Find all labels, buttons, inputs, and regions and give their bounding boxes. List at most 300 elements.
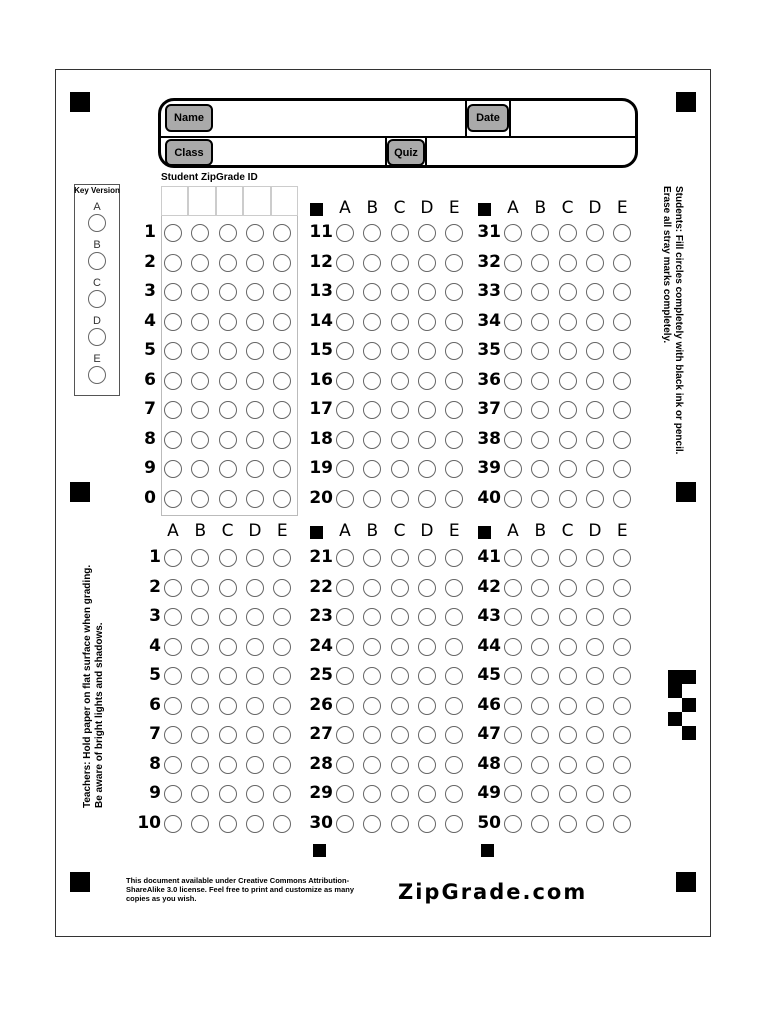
question-22-b-bubble[interactable]: [363, 579, 381, 597]
student-id-row-6-e-bubble[interactable]: [273, 372, 291, 390]
answer-letter-label: E: [448, 198, 460, 218]
question-44-e-bubble[interactable]: [613, 638, 631, 656]
question-42-c-bubble[interactable]: [559, 579, 577, 597]
registration-mark-top-right: [676, 92, 696, 112]
question-7-c-bubble[interactable]: [219, 726, 237, 744]
answer-letter-label: C: [221, 521, 234, 541]
question-8-d-bubble[interactable]: [246, 756, 264, 774]
answer-letter-label: B: [534, 198, 547, 218]
question-29-a-bubble[interactable]: [336, 785, 354, 803]
question-7-a-bubble[interactable]: [164, 726, 182, 744]
student-id-row-1-d-bubble[interactable]: [246, 224, 264, 242]
question-30-a-bubble[interactable]: [336, 815, 354, 833]
name-field[interactable]: [215, 101, 465, 136]
answer-letter-label: A: [339, 198, 351, 218]
question-37-a-bubble[interactable]: [504, 401, 522, 419]
student-id-digit-label: 0: [144, 487, 156, 508]
question-32-b-bubble[interactable]: [531, 254, 549, 272]
question-34-e-bubble[interactable]: [613, 313, 631, 331]
question-21-c-bubble[interactable]: [391, 549, 409, 567]
question-24-c-bubble[interactable]: [391, 638, 409, 656]
registration-mark-bottom-right: [676, 872, 696, 892]
question-6-a-bubble[interactable]: [164, 697, 182, 715]
question-number-5: 5: [149, 665, 161, 685]
question-36-a-bubble[interactable]: [504, 372, 522, 390]
question-40-a-bubble[interactable]: [504, 490, 522, 508]
student-id-row-1-a-bubble[interactable]: [164, 224, 182, 242]
question-14-a-bubble[interactable]: [336, 313, 354, 331]
question-50-b-bubble[interactable]: [531, 815, 549, 833]
question-number-37: 37: [477, 399, 501, 419]
question-30-c-bubble[interactable]: [391, 815, 409, 833]
student-id-row-4-b-bubble[interactable]: [191, 313, 209, 331]
question-36-d-bubble[interactable]: [586, 372, 604, 390]
question-6-e-bubble[interactable]: [273, 697, 291, 715]
question-4-b-bubble[interactable]: [191, 638, 209, 656]
question-20-a-bubble[interactable]: [336, 490, 354, 508]
question-22-c-bubble[interactable]: [391, 579, 409, 597]
key-version-a-bubble[interactable]: [88, 214, 106, 232]
student-id-row-2-a-bubble[interactable]: [164, 254, 182, 272]
question-46-e-bubble[interactable]: [613, 697, 631, 715]
question-3-c-bubble[interactable]: [219, 608, 237, 626]
question-43-a-bubble[interactable]: [504, 608, 522, 626]
question-42-d-bubble[interactable]: [586, 579, 604, 597]
answer-letter-label: D: [588, 521, 602, 541]
question-22-a-bubble[interactable]: [336, 579, 354, 597]
column-timing-mark: [310, 526, 323, 539]
question-18-d-bubble[interactable]: [418, 431, 436, 449]
question-number-7: 7: [149, 724, 161, 744]
question-4-e-bubble[interactable]: [273, 638, 291, 656]
student-id-row-0-c-bubble[interactable]: [219, 490, 237, 508]
question-33-a-bubble[interactable]: [504, 283, 522, 301]
question-28-a-bubble[interactable]: [336, 756, 354, 774]
question-13-c-bubble[interactable]: [391, 283, 409, 301]
question-33-d-bubble[interactable]: [586, 283, 604, 301]
question-38-d-bubble[interactable]: [586, 431, 604, 449]
question-8-b-bubble[interactable]: [191, 756, 209, 774]
question-5-c-bubble[interactable]: [219, 667, 237, 685]
question-11-d-bubble[interactable]: [418, 224, 436, 242]
student-id-row-9-c-bubble[interactable]: [219, 460, 237, 478]
question-39-d-bubble[interactable]: [586, 460, 604, 478]
question-32-c-bubble[interactable]: [559, 254, 577, 272]
student-id-row-0-b-bubble[interactable]: [191, 490, 209, 508]
key-version-c-bubble[interactable]: [88, 290, 106, 308]
student-id-row-5-d-bubble[interactable]: [246, 342, 264, 360]
question-12-a-bubble[interactable]: [336, 254, 354, 272]
question-number-10: 10: [137, 812, 161, 833]
question-24-d-bubble[interactable]: [418, 638, 436, 656]
question-27-c-bubble[interactable]: [391, 726, 409, 744]
question-34-d-bubble[interactable]: [586, 313, 604, 331]
answer-letter-label: B: [366, 521, 379, 541]
question-number-28: 28: [309, 753, 333, 774]
question-11-c-bubble[interactable]: [391, 224, 409, 242]
question-20-d-bubble[interactable]: [418, 490, 436, 508]
answer-letter-label: A: [167, 521, 179, 541]
question-23-c-bubble[interactable]: [391, 608, 409, 626]
question-4-a-bubble[interactable]: [164, 638, 182, 656]
question-40-d-bubble[interactable]: [586, 490, 604, 508]
question-46-c-bubble[interactable]: [559, 697, 577, 715]
question-42-a-bubble[interactable]: [504, 579, 522, 597]
question-43-c-bubble[interactable]: [559, 608, 577, 626]
key-version-letter: A: [93, 201, 101, 213]
date-field[interactable]: [511, 101, 636, 136]
student-id-row-0-a-bubble[interactable]: [164, 490, 182, 508]
student-id-row-8-e-bubble[interactable]: [273, 431, 291, 449]
question-50-e-bubble[interactable]: [613, 815, 631, 833]
answer-letter-label: A: [507, 521, 519, 541]
question-38-c-bubble[interactable]: [559, 431, 577, 449]
question-19-d-bubble[interactable]: [418, 460, 436, 478]
student-id-digit-label: 9: [144, 458, 156, 478]
question-26-a-bubble[interactable]: [336, 697, 354, 715]
question-12-b-bubble[interactable]: [363, 254, 381, 272]
student-id-row-8-c-bubble[interactable]: [219, 431, 237, 449]
question-34-c-bubble[interactable]: [559, 313, 577, 331]
question-48-b-bubble[interactable]: [531, 756, 549, 774]
student-id-row-8-a-bubble[interactable]: [164, 431, 182, 449]
question-44-a-bubble[interactable]: [504, 638, 522, 656]
question-4-c-bubble[interactable]: [219, 638, 237, 656]
question-30-d-bubble[interactable]: [418, 815, 436, 833]
question-10-e-bubble[interactable]: [273, 815, 291, 833]
question-8-a-bubble[interactable]: [164, 756, 182, 774]
student-id-row-8-b-bubble[interactable]: [191, 431, 209, 449]
question-21-d-bubble[interactable]: [418, 549, 436, 567]
student-id-row-1-c-bubble[interactable]: [219, 224, 237, 242]
question-49-d-bubble[interactable]: [586, 785, 604, 803]
question-1-d-bubble[interactable]: [246, 549, 264, 567]
question-40-b-bubble[interactable]: [531, 490, 549, 508]
question-46-d-bubble[interactable]: [586, 697, 604, 715]
question-40-e-bubble[interactable]: [613, 490, 631, 508]
question-38-a-bubble[interactable]: [504, 431, 522, 449]
timing-mark: [481, 844, 494, 857]
question-number-20: 20: [309, 487, 333, 508]
question-16-b-bubble[interactable]: [363, 372, 381, 390]
question-34-a-bubble[interactable]: [504, 313, 522, 331]
question-1-c-bubble[interactable]: [219, 549, 237, 567]
question-27-d-bubble[interactable]: [418, 726, 436, 744]
question-9-c-bubble[interactable]: [219, 785, 237, 803]
student-id-row-6-a-bubble[interactable]: [164, 372, 182, 390]
question-17-c-bubble[interactable]: [391, 401, 409, 419]
student-id-digit-label: 5: [144, 340, 156, 360]
question-10-b-bubble[interactable]: [191, 815, 209, 833]
question-41-c-bubble[interactable]: [559, 549, 577, 567]
question-28-d-bubble[interactable]: [418, 756, 436, 774]
question-50-c-bubble[interactable]: [559, 815, 577, 833]
student-id-row-6-d-bubble[interactable]: [246, 372, 264, 390]
question-30-b-bubble[interactable]: [363, 815, 381, 833]
question-20-b-bubble[interactable]: [363, 490, 381, 508]
question-15-d-bubble[interactable]: [418, 342, 436, 360]
question-32-d-bubble[interactable]: [586, 254, 604, 272]
question-32-e-bubble[interactable]: [613, 254, 631, 272]
student-id-row-3-a-bubble[interactable]: [164, 283, 182, 301]
question-9-a-bubble[interactable]: [164, 785, 182, 803]
question-18-b-bubble[interactable]: [363, 431, 381, 449]
student-id-row-7-c-bubble[interactable]: [219, 401, 237, 419]
question-26-d-bubble[interactable]: [418, 697, 436, 715]
student-id-title: Student ZipGrade ID: [161, 172, 258, 183]
question-26-b-bubble[interactable]: [363, 697, 381, 715]
question-31-a-bubble[interactable]: [504, 224, 522, 242]
question-10-a-bubble[interactable]: [164, 815, 182, 833]
question-3-d-bubble[interactable]: [246, 608, 264, 626]
question-36-b-bubble[interactable]: [531, 372, 549, 390]
question-7-d-bubble[interactable]: [246, 726, 264, 744]
question-25-a-bubble[interactable]: [336, 667, 354, 685]
question-42-e-bubble[interactable]: [613, 579, 631, 597]
question-47-d-bubble[interactable]: [586, 726, 604, 744]
question-32-a-bubble[interactable]: [504, 254, 522, 272]
key-version-b-bubble[interactable]: [88, 252, 106, 270]
question-number-14: 14: [309, 310, 333, 331]
question-2-d-bubble[interactable]: [246, 579, 264, 597]
question-50-a-bubble[interactable]: [504, 815, 522, 833]
question-number-8: 8: [149, 753, 161, 774]
question-29-c-bubble[interactable]: [391, 785, 409, 803]
student-id-row-7-a-bubble[interactable]: [164, 401, 182, 419]
question-number-21: 21: [309, 547, 333, 567]
question-number-46: 46: [477, 694, 501, 715]
question-9-d-bubble[interactable]: [246, 785, 264, 803]
question-2-e-bubble[interactable]: [273, 579, 291, 597]
question-45-a-bubble[interactable]: [504, 667, 522, 685]
answer-letter-label: D: [248, 521, 262, 541]
question-28-c-bubble[interactable]: [391, 756, 409, 774]
student-id-row-2-c-bubble[interactable]: [219, 254, 237, 272]
question-37-d-bubble[interactable]: [586, 401, 604, 419]
student-id-row-9-a-bubble[interactable]: [164, 460, 182, 478]
question-8-c-bubble[interactable]: [219, 756, 237, 774]
question-35-c-bubble[interactable]: [559, 342, 577, 360]
question-43-d-bubble[interactable]: [586, 608, 604, 626]
question-24-a-bubble[interactable]: [336, 638, 354, 656]
column-timing-mark: [478, 203, 491, 216]
question-number-2: 2: [149, 576, 161, 597]
question-5-a-bubble[interactable]: [164, 667, 182, 685]
student-id-digit-label: 1: [144, 222, 156, 242]
teacher-instructions: Teachers: Hold paper on flat surface when grading. Be aware of bright lights and shadows.: [82, 564, 105, 808]
question-21-a-bubble[interactable]: [336, 549, 354, 567]
question-number-42: 42: [477, 576, 501, 597]
question-5-d-bubble[interactable]: [246, 667, 264, 685]
key-version-letter: D: [93, 315, 101, 327]
question-number-39: 39: [477, 458, 501, 478]
question-23-d-bubble[interactable]: [418, 608, 436, 626]
question-40-c-bubble[interactable]: [559, 490, 577, 508]
student-id-row-0-d-bubble[interactable]: [246, 490, 264, 508]
question-31-d-bubble[interactable]: [586, 224, 604, 242]
answer-letter-label: B: [194, 521, 207, 541]
question-3-a-bubble[interactable]: [164, 608, 182, 626]
student-id-row-4-e-bubble[interactable]: [273, 313, 291, 331]
question-number-32: 32: [477, 251, 501, 272]
question-49-c-bubble[interactable]: [559, 785, 577, 803]
question-17-a-bubble[interactable]: [336, 401, 354, 419]
question-number-24: 24: [309, 635, 333, 656]
question-18-c-bubble[interactable]: [391, 431, 409, 449]
question-16-c-bubble[interactable]: [391, 372, 409, 390]
question-23-a-bubble[interactable]: [336, 608, 354, 626]
answer-letter-label: E: [616, 521, 628, 541]
question-48-c-bubble[interactable]: [559, 756, 577, 774]
question-26-c-bubble[interactable]: [391, 697, 409, 715]
question-38-b-bubble[interactable]: [531, 431, 549, 449]
question-44-c-bubble[interactable]: [559, 638, 577, 656]
quiz-field[interactable]: [427, 136, 632, 168]
question-48-a-bubble[interactable]: [504, 756, 522, 774]
key-version-letter: B: [93, 239, 101, 251]
question-36-e-bubble[interactable]: [613, 372, 631, 390]
student-id-digit-label: 4: [144, 310, 156, 331]
question-number-6: 6: [149, 694, 161, 715]
student-id-row-9-d-bubble[interactable]: [246, 460, 264, 478]
student-id-write-cells[interactable]: [161, 186, 298, 216]
question-49-a-bubble[interactable]: [504, 785, 522, 803]
question-28-b-bubble[interactable]: [363, 756, 381, 774]
question-number-43: 43: [477, 606, 501, 626]
question-2-a-bubble[interactable]: [164, 579, 182, 597]
student-id-digit-label: 2: [144, 251, 156, 272]
question-number-50: 50: [477, 812, 501, 833]
question-number-17: 17: [309, 399, 333, 419]
question-12-d-bubble[interactable]: [418, 254, 436, 272]
question-33-c-bubble[interactable]: [559, 283, 577, 301]
question-16-a-bubble[interactable]: [336, 372, 354, 390]
question-24-b-bubble[interactable]: [363, 638, 381, 656]
question-50-d-bubble[interactable]: [586, 815, 604, 833]
question-11-a-bubble[interactable]: [336, 224, 354, 242]
question-46-a-bubble[interactable]: [504, 697, 522, 715]
question-34-b-bubble[interactable]: [531, 313, 549, 331]
question-12-c-bubble[interactable]: [391, 254, 409, 272]
question-39-a-bubble[interactable]: [504, 460, 522, 478]
brand-logo: ZipGrade.com: [398, 880, 588, 904]
question-27-a-bubble[interactable]: [336, 726, 354, 744]
registration-mark-mid-left: [70, 482, 90, 502]
key-version-letter: C: [93, 277, 101, 289]
key-version-e-bubble[interactable]: [88, 366, 106, 384]
student-id-row-2-b-bubble[interactable]: [191, 254, 209, 272]
question-15-c-bubble[interactable]: [391, 342, 409, 360]
question-number-15: 15: [309, 340, 333, 360]
quiz-label: Quiz: [387, 139, 425, 166]
question-39-c-bubble[interactable]: [559, 460, 577, 478]
student-id-row-0-e-bubble[interactable]: [273, 490, 291, 508]
question-41-d-bubble[interactable]: [586, 549, 604, 567]
student-id-row-6-c-bubble[interactable]: [219, 372, 237, 390]
question-17-d-bubble[interactable]: [418, 401, 436, 419]
class-field[interactable]: [215, 136, 385, 168]
question-6-b-bubble[interactable]: [191, 697, 209, 715]
key-version-d-bubble[interactable]: [88, 328, 106, 346]
question-13-d-bubble[interactable]: [418, 283, 436, 301]
question-19-a-bubble[interactable]: [336, 460, 354, 478]
question-2-c-bubble[interactable]: [219, 579, 237, 597]
student-id-row-4-c-bubble[interactable]: [219, 313, 237, 331]
question-29-d-bubble[interactable]: [418, 785, 436, 803]
question-14-b-bubble[interactable]: [363, 313, 381, 331]
question-35-a-bubble[interactable]: [504, 342, 522, 360]
student-id-row-6-b-bubble[interactable]: [191, 372, 209, 390]
question-13-a-bubble[interactable]: [336, 283, 354, 301]
answer-letter-label: B: [534, 521, 547, 541]
student-id-row-7-d-bubble[interactable]: [246, 401, 264, 419]
question-46-b-bubble[interactable]: [531, 697, 549, 715]
question-48-e-bubble[interactable]: [613, 756, 631, 774]
question-35-d-bubble[interactable]: [586, 342, 604, 360]
question-44-d-bubble[interactable]: [586, 638, 604, 656]
question-6-d-bubble[interactable]: [246, 697, 264, 715]
question-48-d-bubble[interactable]: [586, 756, 604, 774]
question-number-3: 3: [149, 606, 161, 626]
student-id-row-5-c-bubble[interactable]: [219, 342, 237, 360]
question-14-d-bubble[interactable]: [418, 313, 436, 331]
registration-mark-top-left: [70, 92, 90, 112]
question-44-b-bubble[interactable]: [531, 638, 549, 656]
question-37-c-bubble[interactable]: [559, 401, 577, 419]
question-20-c-bubble[interactable]: [391, 490, 409, 508]
student-id-row-5-a-bubble[interactable]: [164, 342, 182, 360]
question-25-c-bubble[interactable]: [391, 667, 409, 685]
question-4-d-bubble[interactable]: [246, 638, 264, 656]
question-number-26: 26: [309, 694, 333, 715]
student-id-row-3-d-bubble[interactable]: [246, 283, 264, 301]
question-number-33: 33: [477, 281, 501, 301]
question-8-e-bubble[interactable]: [273, 756, 291, 774]
question-15-a-bubble[interactable]: [336, 342, 354, 360]
question-6-c-bubble[interactable]: [219, 697, 237, 715]
class-label: Class: [165, 139, 213, 166]
question-38-e-bubble[interactable]: [613, 431, 631, 449]
question-1-a-bubble[interactable]: [164, 549, 182, 567]
student-id-row-3-c-bubble[interactable]: [219, 283, 237, 301]
answer-letter-label: C: [393, 521, 406, 541]
student-id-row-2-d-bubble[interactable]: [246, 254, 264, 272]
license-text: This document available under Creative Commons Attribution-ShareAlike 3.0 license. Feel free to print and customize as many copies as you wish.: [126, 876, 355, 903]
question-10-c-bubble[interactable]: [219, 815, 237, 833]
question-31-c-bubble[interactable]: [559, 224, 577, 242]
question-45-d-bubble[interactable]: [586, 667, 604, 685]
question-41-a-bubble[interactable]: [504, 549, 522, 567]
question-47-c-bubble[interactable]: [559, 726, 577, 744]
question-22-d-bubble[interactable]: [418, 579, 436, 597]
question-18-a-bubble[interactable]: [336, 431, 354, 449]
question-47-a-bubble[interactable]: [504, 726, 522, 744]
student-id-row-4-a-bubble[interactable]: [164, 313, 182, 331]
question-16-d-bubble[interactable]: [418, 372, 436, 390]
student-id-digit-label: 6: [144, 369, 156, 390]
question-25-d-bubble[interactable]: [418, 667, 436, 685]
question-42-b-bubble[interactable]: [531, 579, 549, 597]
student-id-row-2-e-bubble[interactable]: [273, 254, 291, 272]
question-45-c-bubble[interactable]: [559, 667, 577, 685]
student-id-row-8-d-bubble[interactable]: [246, 431, 264, 449]
question-2-b-bubble[interactable]: [191, 579, 209, 597]
question-36-c-bubble[interactable]: [559, 372, 577, 390]
question-14-c-bubble[interactable]: [391, 313, 409, 331]
student-id-row-4-d-bubble[interactable]: [246, 313, 264, 331]
question-10-d-bubble[interactable]: [246, 815, 264, 833]
question-19-c-bubble[interactable]: [391, 460, 409, 478]
